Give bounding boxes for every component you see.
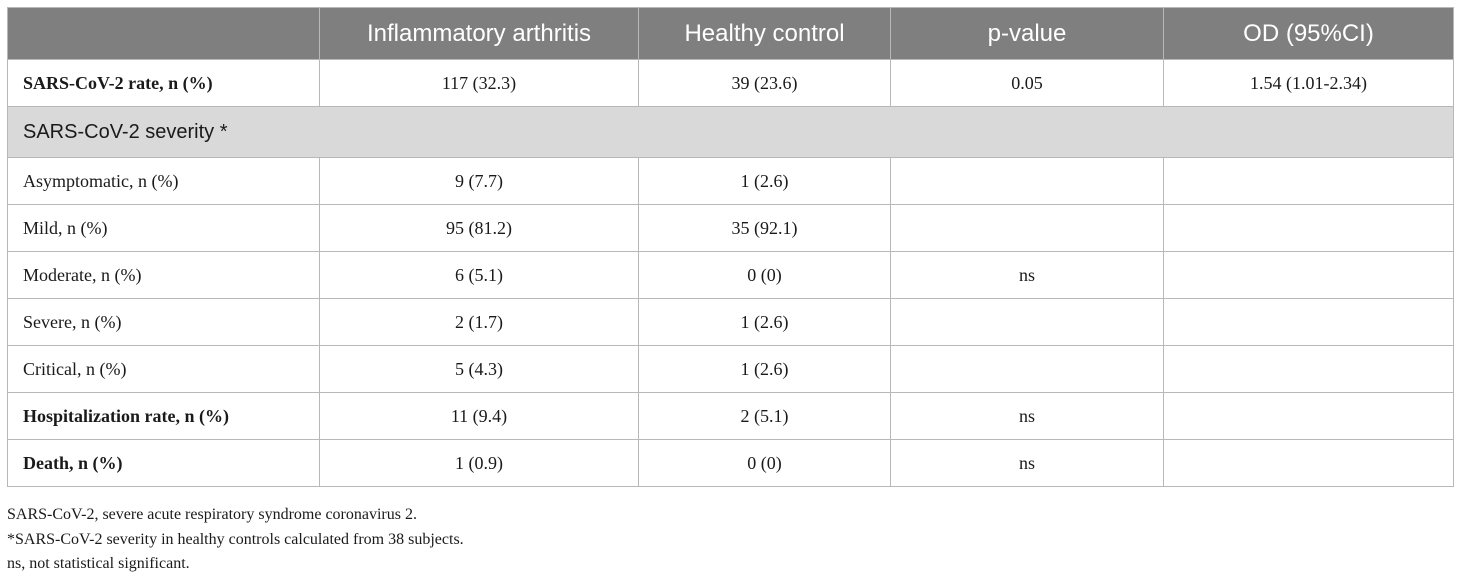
cell-p-value: ns <box>891 393 1164 440</box>
cell-p-value: ns <box>891 440 1164 487</box>
table-row-critical <box>8 346 1454 393</box>
cell-od-95ci <box>1164 252 1454 299</box>
results-table <box>7 7 1454 487</box>
cell-inflammatory-arthritis: 9 (7.7) <box>320 158 639 205</box>
cell-healthy-control: 2 (5.1) <box>639 393 891 440</box>
cell-inflammatory-arthritis: 5 (4.3) <box>320 346 639 393</box>
row-label: Death, n (%) <box>8 440 320 487</box>
header-cell-p-value: p-value <box>891 8 1164 60</box>
cell-healthy-control: 0 (0) <box>639 440 891 487</box>
cell-p-value: 0.05 <box>891 60 1164 107</box>
table-row-moderate <box>8 252 1454 299</box>
cell-inflammatory-arthritis: 6 (5.1) <box>320 252 639 299</box>
footnote-ns: ns, not statistical significant. <box>7 555 190 572</box>
cell-healthy-control: 35 (92.1) <box>639 205 891 252</box>
cell-healthy-control: 1 (2.6) <box>639 299 891 346</box>
cell-p-value <box>891 346 1164 393</box>
cell-od-95ci <box>1164 440 1454 487</box>
table-row-hospitalization <box>8 393 1454 440</box>
row-label: Asymptomatic, n (%) <box>8 158 320 205</box>
cell-p-value <box>891 158 1164 205</box>
cell-od-95ci <box>1164 393 1454 440</box>
table-row-asymptomatic <box>8 158 1454 205</box>
header-cell-healthy-control: Healthy control <box>639 8 891 60</box>
cell-od-95ci <box>1164 299 1454 346</box>
section-row-severity <box>8 107 1454 158</box>
row-label: Critical, n (%) <box>8 346 320 393</box>
cell-p-value <box>891 299 1164 346</box>
cell-healthy-control: 1 (2.6) <box>639 346 891 393</box>
footnote-severity: *SARS-CoV-2 severity in healthy controls calculated from 38 subjects. <box>7 530 464 548</box>
cell-healthy-control: 0 (0) <box>639 252 891 299</box>
cell-od-95ci <box>1164 205 1454 252</box>
row-label: Hospitalization rate, n (%) <box>8 393 320 440</box>
cell-healthy-control: 1 (2.6) <box>639 158 891 205</box>
table-row-mild <box>8 205 1454 252</box>
footnote-abbreviation: SARS-CoV-2, severe acute respiratory syndrome coronavirus 2. <box>7 506 417 523</box>
header-row <box>8 8 1454 60</box>
row-label: SARS-CoV-2 rate, n (%) <box>8 60 320 107</box>
header-cell-inflammatory-arthritis: Inflammatory arthritis <box>320 8 639 60</box>
cell-od-95ci: 1.54 (1.01-2.34) <box>1164 60 1454 107</box>
cell-p-value <box>891 205 1164 252</box>
cell-inflammatory-arthritis: 117 (32.3) <box>320 60 639 107</box>
cell-inflammatory-arthritis: 11 (9.4) <box>320 393 639 440</box>
header-cell-empty <box>8 8 320 60</box>
row-label: Severe, n (%) <box>8 299 320 346</box>
cell-inflammatory-arthritis: 95 (81.2) <box>320 205 639 252</box>
cell-od-95ci <box>1164 346 1454 393</box>
row-label: Mild, n (%) <box>8 205 320 252</box>
header-cell-od-95ci: OD (95%CI) <box>1164 8 1454 60</box>
cell-inflammatory-arthritis: 2 (1.7) <box>320 299 639 346</box>
cell-inflammatory-arthritis: 1 (0.9) <box>320 440 639 487</box>
table-footnotes <box>7 503 464 577</box>
cell-healthy-control: 39 (23.6) <box>639 60 891 107</box>
section-label: SARS-CoV-2 severity * <box>8 107 1454 158</box>
row-label: Moderate, n (%) <box>8 252 320 299</box>
table-row-death <box>8 440 1454 487</box>
cell-p-value: ns <box>891 252 1164 299</box>
table-row-sars-cov-2-rate <box>8 60 1454 107</box>
cell-od-95ci <box>1164 158 1454 205</box>
table-row-severe <box>8 299 1454 346</box>
